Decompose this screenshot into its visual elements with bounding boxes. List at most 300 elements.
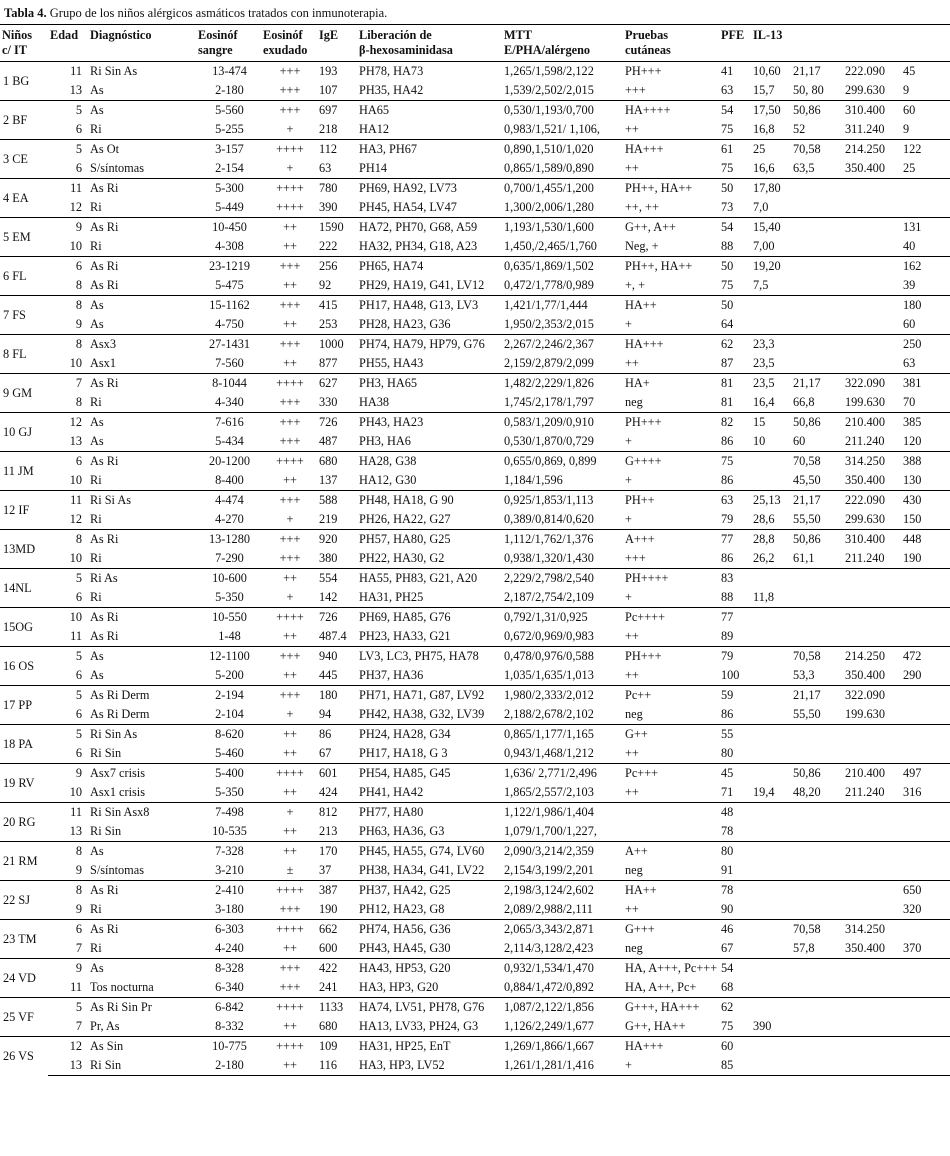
cell-edad: 9 — [75, 863, 82, 877]
cell-eosinof-sangre: 10-600 — [196, 569, 261, 589]
cell-eosinof-sangre: 2-154 — [215, 161, 244, 175]
cell-pruebas: ++ — [625, 161, 639, 175]
cell-il13-4: 45 — [901, 62, 950, 82]
caption-label: Tabla 4. — [4, 6, 47, 20]
table-row — [0, 647, 950, 667]
cell-edad: 6 — [75, 122, 82, 136]
cell-nino: 10 GJ — [0, 413, 48, 452]
cell-nino: 2 BF — [0, 101, 48, 140]
cell-il13-1 — [751, 803, 791, 823]
cell-mtt: 1,421/1,77/1,444 — [502, 296, 623, 316]
cell-mtt: 1,122/1,986/1,404 — [502, 803, 623, 823]
cell-pfe: 86 — [721, 473, 734, 487]
cell-il13-2: 70,58 — [791, 452, 843, 472]
cell-eosinof-sangre: 4-340 — [215, 395, 244, 409]
cell-edad: 10 — [69, 551, 82, 565]
cell-mtt: 2,089/2,988/2,111 — [504, 902, 593, 916]
cell-nino: 18 PA — [0, 725, 48, 764]
cell-ige: 380 — [319, 551, 338, 565]
cell-il13-4 — [901, 1017, 950, 1037]
cell-nino: 22 SJ — [0, 881, 48, 920]
cell-nino: 13MD — [0, 530, 48, 569]
cell-mtt: 2,188/2,678/2,102 — [504, 707, 594, 721]
cell-ige: 193 — [317, 62, 357, 82]
cell-eosinof-sangre: 23-1219 — [196, 257, 261, 277]
table-row — [0, 705, 950, 725]
cell-il13-2 — [791, 179, 843, 199]
cell-edad: 8 — [48, 881, 88, 901]
header-diagnostico: Diagnóstico — [88, 25, 196, 62]
cell-pfe: 81 — [721, 395, 734, 409]
cell-il13-3: 199.630 — [845, 707, 885, 721]
cell-eosinof-exudado: ± — [286, 863, 294, 877]
table-row — [0, 257, 950, 277]
cell-il13-3: 350.400 — [845, 473, 885, 487]
cell-edad: 10 — [48, 608, 88, 628]
cell-il13-2 — [791, 315, 843, 335]
cell-il13-2: 60 — [793, 434, 806, 448]
data-table — [0, 24, 950, 1076]
cell-il13-4 — [901, 803, 950, 823]
cell-nino: 19 RV — [0, 764, 48, 803]
cell-eosinof-sangre: 7-290 — [215, 551, 244, 565]
cell-ige: 190 — [319, 902, 338, 916]
cell-pfe: 80 — [721, 746, 734, 760]
table-row — [0, 998, 950, 1018]
table-row — [0, 588, 950, 608]
cell-il13-1: 15,7 — [753, 83, 775, 97]
header-eosinof-sangre: Eosinóf sangre — [196, 25, 261, 62]
cell-il13-1 — [751, 978, 791, 998]
cell-diagnostico: Ri — [90, 200, 102, 214]
cell-pruebas: ++ — [625, 122, 639, 136]
cell-pfe: 54 — [719, 959, 751, 979]
cell-pruebas: neg — [625, 707, 643, 721]
cell-mtt: 1,482/2,229/1,826 — [502, 374, 623, 394]
cell-mtt: 0,700/1,455/1,200 — [502, 179, 623, 199]
cell-il13-4: 120 — [903, 434, 922, 448]
cell-il13-1: 10,60 — [751, 62, 791, 82]
cell-liberacion: HA65 — [357, 101, 502, 121]
cell-ige: 588 — [317, 491, 357, 511]
cell-liberacion: HA31, HP25, EnT — [357, 1037, 502, 1057]
cell-il13-2 — [791, 198, 843, 218]
table-row — [0, 530, 950, 550]
table-row — [0, 452, 950, 472]
cell-edad: 8 — [48, 842, 88, 862]
cell-eosinof-exudado: +++ — [279, 395, 301, 409]
cell-il13-2 — [791, 1017, 843, 1037]
cell-il13-3 — [843, 998, 901, 1018]
cell-il13-4 — [901, 822, 950, 842]
cell-liberacion: PH65, HA74 — [357, 257, 502, 277]
cell-il13-4 — [901, 725, 950, 745]
cell-liberacion: PH38, HA34, G41, LV22 — [359, 863, 485, 877]
cell-diagnostico: Asx1 crisis — [90, 785, 145, 799]
table-row — [0, 686, 950, 706]
cell-eosinof-exudado: +++ — [261, 296, 317, 316]
cell-il13-3: 350.400 — [845, 161, 885, 175]
cell-pruebas: Neg, + — [625, 239, 659, 253]
cell-il13-4: 472 — [901, 647, 950, 667]
cell-il13-4 — [901, 744, 950, 764]
header-pfe: PFE — [719, 25, 751, 62]
cell-eosinof-sangre: 10-550 — [196, 608, 261, 628]
cell-il13-2 — [791, 842, 843, 862]
cell-eosinof-sangre: 4-308 — [215, 239, 244, 253]
cell-pruebas: ++ — [625, 785, 639, 799]
cell-edad: 6 — [48, 257, 88, 277]
cell-edad: 10 — [69, 473, 82, 487]
cell-nino: 11 JM — [0, 452, 48, 491]
cell-pfe: 62 — [719, 998, 751, 1018]
cell-il13-2 — [791, 218, 843, 238]
cell-nino: 20 RG — [0, 803, 48, 842]
cell-mtt: 0,865/1,177/1,165 — [502, 725, 623, 745]
cell-il13-3 — [843, 881, 901, 901]
cell-nino: 9 GM — [0, 374, 48, 413]
cell-il13-1 — [751, 764, 791, 784]
table-row — [0, 881, 950, 901]
cell-il13-1: 390 — [753, 1019, 772, 1033]
cell-il13-4: 9 — [903, 122, 910, 136]
cell-mtt: 0,389/0,814/0,620 — [504, 512, 594, 526]
cell-pruebas: HA+++ — [623, 140, 719, 160]
cell-il13-1: 23,3 — [751, 335, 791, 355]
cell-eosinof-exudado: ++++ — [261, 998, 317, 1018]
cell-eosinof-sangre: 5-350 — [215, 785, 244, 799]
cell-edad: 12 — [48, 413, 88, 433]
cell-edad: 7 — [75, 941, 82, 955]
cell-pfe: 78 — [719, 881, 751, 901]
cell-pruebas: +++ — [625, 83, 646, 97]
cell-il13-3: 211.240 — [845, 434, 885, 448]
cell-mtt: 0,472/1,778/0,989 — [504, 278, 594, 292]
cell-eosinof-sangre: 5-300 — [196, 179, 261, 199]
cell-il13-4 — [901, 998, 950, 1018]
cell-pruebas: neg — [625, 863, 643, 877]
cell-edad: 10 — [69, 239, 82, 253]
cell-pruebas: G++++ — [623, 452, 719, 472]
cell-diagnostico: Ri — [90, 239, 102, 253]
cell-edad: 6 — [75, 707, 82, 721]
cell-nino: 26 VS — [0, 1037, 48, 1076]
table-row — [0, 764, 950, 784]
cell-mtt: 0,983/1,521/ 1,106, — [504, 122, 600, 136]
cell-eosinof-exudado: +++ — [261, 686, 317, 706]
cell-ige: 180 — [317, 686, 357, 706]
cell-mtt: 0,932/1,534/1,470 — [502, 959, 623, 979]
cell-edad: 13 — [69, 434, 82, 448]
cell-il13-3 — [843, 569, 901, 589]
cell-il13-3 — [843, 296, 901, 316]
cell-pfe: 75 — [721, 1019, 734, 1033]
cell-il13-2 — [791, 354, 843, 374]
cell-liberacion: PH54, HA85, G45 — [357, 764, 502, 784]
cell-diagnostico: Ri — [90, 122, 102, 136]
cell-il13-4: 180 — [901, 296, 950, 316]
cell-pfe: 63 — [719, 491, 751, 511]
cell-pfe: 80 — [719, 842, 751, 862]
cell-il13-3 — [843, 861, 901, 881]
cell-pruebas: ++ — [625, 902, 639, 916]
cell-mtt: 0,884/1,472/0,892 — [504, 980, 594, 994]
cell-eosinof-exudado: ++ — [283, 356, 297, 370]
cell-nino: 25 VF — [0, 998, 48, 1037]
cell-pfe: 50 — [719, 296, 751, 316]
cell-ige: 487 — [319, 434, 338, 448]
cell-il13-4: 70 — [903, 395, 916, 409]
cell-liberacion: PH22, HA30, G2 — [359, 551, 445, 565]
cell-mtt: 1,265/1,598/2,122 — [502, 62, 623, 82]
cell-liberacion: PH71, HA71, G87, LV92 — [357, 686, 502, 706]
cell-pruebas: ++ — [625, 746, 639, 760]
cell-il13-2 — [791, 569, 843, 589]
cell-il13-4 — [901, 179, 950, 199]
cell-eosinof-exudado: ++++ — [261, 1037, 317, 1057]
cell-il13-1 — [751, 920, 791, 940]
cell-ige: 330 — [319, 395, 338, 409]
cell-ige: 877 — [319, 356, 338, 370]
cell-eosinof-exudado: + — [286, 512, 294, 526]
cell-il13-1 — [751, 1037, 791, 1057]
cell-eosinof-sangre: 13-474 — [196, 62, 261, 82]
table-row — [0, 237, 950, 257]
cell-il13-4: 40 — [903, 239, 916, 253]
table-row — [0, 608, 950, 628]
table-row — [0, 335, 950, 355]
cell-il13-1: 15 — [751, 413, 791, 433]
cell-liberacion: HA12 — [359, 122, 390, 136]
cell-il13-1: 16,6 — [753, 161, 775, 175]
cell-ige: 422 — [317, 959, 357, 979]
cell-ige: 109 — [317, 1037, 357, 1057]
cell-diagnostico: Ri Sin — [90, 746, 122, 760]
cell-nino: 8 FL — [0, 335, 48, 374]
cell-liberacion: PH43, HA45, G30 — [359, 941, 451, 955]
cell-il13-3 — [843, 315, 901, 335]
header-pruebas: Pruebas cutáneas — [623, 25, 719, 62]
cell-il13-4 — [901, 1056, 950, 1076]
table-row — [0, 296, 950, 316]
cell-edad: 9 — [48, 218, 88, 238]
cell-edad: 12 — [69, 512, 82, 526]
cell-il13-2 — [791, 627, 843, 647]
cell-eosinof-sangre: 7-328 — [196, 842, 261, 862]
cell-pfe: 81 — [719, 374, 751, 394]
cell-pruebas: ++, ++ — [625, 200, 659, 214]
cell-eosinof-sangre: 5-560 — [196, 101, 261, 121]
cell-eosinof-sangre: 4-240 — [215, 941, 244, 955]
cell-liberacion: HA28, G38 — [357, 452, 502, 472]
cell-mtt: 1,300/2,006/1,280 — [504, 200, 594, 214]
cell-edad: 10 — [69, 785, 82, 799]
cell-il13-4: 385 — [901, 413, 950, 433]
cell-ige: 627 — [317, 374, 357, 394]
cell-ige: 218 — [319, 122, 338, 136]
cell-il13-3 — [843, 354, 901, 374]
cell-il13-1: 23,5 — [753, 356, 775, 370]
cell-il13-2: 21,17 — [791, 491, 843, 511]
cell-pfe: 67 — [721, 941, 734, 955]
cell-liberacion: HA43, HP53, G20 — [357, 959, 502, 979]
cell-mtt: 0,635/1,869/1,502 — [502, 257, 623, 277]
cell-il13-3 — [843, 627, 901, 647]
cell-eosinof-sangre: 13-1280 — [196, 530, 261, 550]
cell-pruebas: neg — [625, 395, 643, 409]
cell-liberacion: PH12, HA23, G8 — [359, 902, 445, 916]
cell-eosinof-sangre: 2-194 — [196, 686, 261, 706]
cell-pfe: 73 — [721, 200, 734, 214]
cell-il13-4: 25 — [903, 161, 916, 175]
cell-edad: 8 — [48, 530, 88, 550]
cell-il13-1 — [751, 608, 791, 628]
table-row — [0, 627, 950, 647]
cell-liberacion: PH69, HA92, LV73 — [357, 179, 502, 199]
cell-eosinof-exudado: +++ — [279, 83, 301, 97]
cell-il13-2 — [791, 335, 843, 355]
cell-eosinof-exudado: ++ — [261, 842, 317, 862]
cell-ige: 662 — [317, 920, 357, 940]
cell-pfe: 50 — [719, 179, 751, 199]
cell-ige: 601 — [317, 764, 357, 784]
cell-liberacion: HA13, LV33, PH24, G3 — [359, 1019, 479, 1033]
cell-eosinof-exudado: +++ — [261, 335, 317, 355]
header-liberacion: Liberación de β-hexosaminidasa — [357, 25, 502, 62]
cell-diagnostico: As — [90, 668, 104, 682]
table-row — [0, 569, 950, 589]
cell-ige: 92 — [319, 278, 332, 292]
cell-diagnostico: Ri — [90, 902, 102, 916]
cell-ige: 387 — [317, 881, 357, 901]
cell-pruebas: + — [625, 317, 632, 331]
cell-liberacion: HA12, G30 — [359, 473, 417, 487]
cell-il13-2: 21,17 — [791, 374, 843, 394]
cell-liberacion: HA74, LV51, PH78, G76 — [357, 998, 502, 1018]
cell-ige: 940 — [317, 647, 357, 667]
cell-pfe: 79 — [719, 647, 751, 667]
cell-il13-4: 9 — [903, 83, 910, 97]
cell-pruebas: G++ — [623, 725, 719, 745]
cell-mtt: 0,925/1,853/1,113 — [502, 491, 623, 511]
cell-liberacion: HA3, PH67 — [357, 140, 502, 160]
cell-il13-1 — [751, 569, 791, 589]
cell-eosinof-sangre: 27-1431 — [196, 335, 261, 355]
cell-pruebas: PH++++ — [623, 569, 719, 589]
cell-il13-4 — [901, 588, 950, 608]
cell-ige: 170 — [317, 842, 357, 862]
cell-pfe: 54 — [719, 101, 751, 121]
cell-mtt: 1,636/ 2,771/2,496 — [502, 764, 623, 784]
cell-liberacion: PH29, HA19, G41, LV12 — [359, 278, 485, 292]
cell-edad: 10 — [69, 356, 82, 370]
cell-edad: 8 — [75, 395, 82, 409]
cell-ige: 726 — [317, 413, 357, 433]
cell-edad: 8 — [48, 296, 88, 316]
cell-il13-1 — [751, 959, 791, 979]
table-row — [0, 276, 950, 296]
cell-nino: 1 BG — [0, 62, 48, 101]
cell-ige: 697 — [317, 101, 357, 121]
cell-il13-4: 122 — [901, 140, 950, 160]
cell-eosinof-exudado: +++ — [261, 257, 317, 277]
table-row — [0, 413, 950, 433]
cell-il13-1 — [751, 939, 791, 959]
cell-liberacion: PH42, HA38, G32, LV39 — [359, 707, 485, 721]
cell-il13-1 — [751, 666, 791, 686]
cell-eosinof-exudado: + — [286, 707, 294, 721]
cell-diagnostico: As Ri — [88, 881, 196, 901]
cell-eosinof-sangre: 5-449 — [215, 200, 244, 214]
cell-edad: 5 — [48, 686, 88, 706]
cell-ige: 241 — [319, 980, 338, 994]
cell-diagnostico: As — [90, 317, 104, 331]
cell-eosinof-exudado: +++ — [261, 491, 317, 511]
cell-il13-1 — [751, 705, 791, 725]
cell-il13-3: 222.090 — [843, 491, 901, 511]
table-row — [0, 491, 950, 511]
cell-il13-4: 370 — [903, 941, 922, 955]
cell-edad: 11 — [48, 803, 88, 823]
cell-eosinof-sangre: 7-616 — [196, 413, 261, 433]
cell-il13-4: 63 — [903, 356, 916, 370]
cell-il13-2 — [791, 608, 843, 628]
cell-il13-1 — [751, 627, 791, 647]
cell-pruebas: PH+++ — [623, 62, 719, 82]
table-row — [0, 1017, 950, 1037]
cell-diagnostico: Ri Si As — [88, 491, 196, 511]
table-row — [0, 1056, 950, 1076]
cell-liberacion: PH26, HA22, G27 — [359, 512, 451, 526]
cell-pruebas: + — [625, 434, 632, 448]
cell-mtt: 1,126/2,249/1,677 — [504, 1019, 594, 1033]
cell-diagnostico: As Ri Sin Pr — [88, 998, 196, 1018]
cell-eosinof-sangre: 7-560 — [215, 356, 244, 370]
cell-liberacion: HA32, PH34, G18, A23 — [359, 239, 478, 253]
table-row — [0, 822, 950, 842]
cell-pfe: 86 — [721, 707, 734, 721]
cell-eosinof-sangre: 5-350 — [215, 590, 244, 604]
cell-pruebas: + — [625, 512, 632, 526]
cell-il13-2: 50,86 — [791, 764, 843, 784]
cell-eosinof-exudado: +++ — [261, 530, 317, 550]
cell-eosinof-sangre: 2-180 — [215, 83, 244, 97]
cell-il13-4: 60 — [901, 101, 950, 121]
cell-diagnostico: Ri — [90, 941, 102, 955]
cell-nino: 14NL — [0, 569, 48, 608]
cell-il13-1 — [751, 744, 791, 764]
cell-diagnostico: As Ri Derm — [88, 686, 196, 706]
cell-mtt: 0,583/1,209/0,910 — [502, 413, 623, 433]
cell-ige: 680 — [317, 452, 357, 472]
cell-pruebas: A++ — [623, 842, 719, 862]
cell-eosinof-sangre: 10-775 — [196, 1037, 261, 1057]
table-row — [0, 1037, 950, 1057]
cell-il13-4 — [901, 705, 950, 725]
cell-il13-2 — [791, 588, 843, 608]
cell-diagnostico: Ri Sin — [90, 824, 122, 838]
cell-nino: 17 PP — [0, 686, 48, 725]
cell-liberacion: PH41, HA42 — [359, 785, 424, 799]
cell-il13-3: 350.400 — [845, 941, 885, 955]
cell-ige: 107 — [319, 83, 338, 97]
cell-il13-4 — [901, 920, 950, 940]
cell-pfe: 61 — [719, 140, 751, 160]
cell-diagnostico: Ri Sin As — [88, 725, 196, 745]
cell-pfe: 100 — [721, 668, 740, 682]
cell-eosinof-sangre: 8-620 — [196, 725, 261, 745]
table-row — [0, 803, 950, 823]
